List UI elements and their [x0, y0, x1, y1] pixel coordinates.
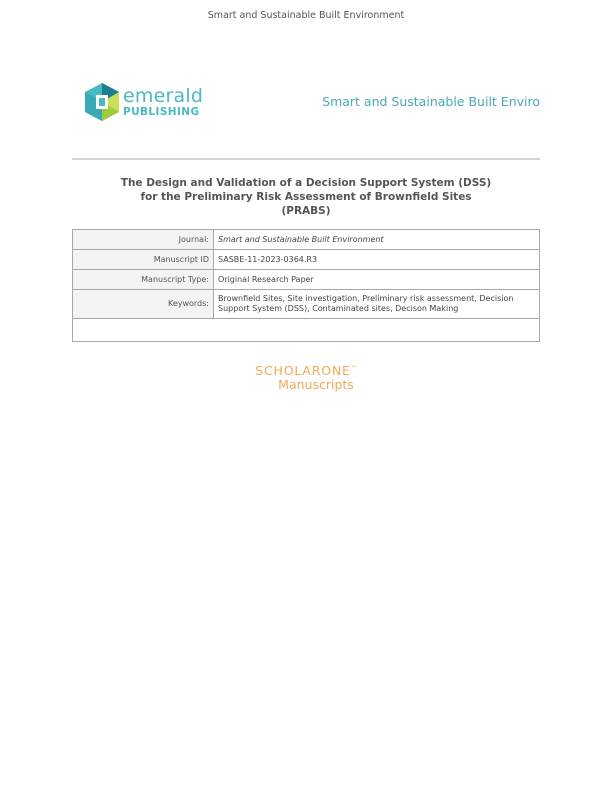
logo-wordmark: emerald — [123, 84, 204, 107]
manuscript-id-value: SASBE-11-2023-0364.R3 — [214, 250, 540, 270]
publisher-logo — [84, 82, 203, 122]
metadata-row-keywords — [73, 290, 540, 319]
paper-title: The Design and Validation of a Decision Support System (DSS) for the Preliminary Risk Assessment of Brownfield Sites (PRABS) — [120, 177, 492, 217]
metadata-row-manuscript-type — [73, 270, 540, 290]
running-header: Smart and Sustainable Built Environment — [207, 10, 405, 21]
trademark-symbol: ™ — [350, 365, 357, 372]
manuscript-metadata-table — [72, 229, 540, 342]
metadata-row-journal — [73, 230, 540, 250]
logo-subtitle: PUBLISHING — [123, 105, 200, 118]
journal-value: Smart and Sustainable Built Environment — [214, 230, 540, 250]
empty-cell — [73, 319, 540, 342]
header-divider — [72, 158, 540, 160]
journal-label: Journal: — [73, 230, 214, 250]
journal-banner: Smart and Sustainable Built Enviro — [322, 94, 540, 109]
scholarone-top-text: SCHOLARONE — [255, 363, 351, 379]
manuscript-type-value: Original Research Paper — [214, 270, 540, 290]
metadata-row-manuscript-id — [73, 250, 540, 270]
scholarone-wordmark — [0, 362, 612, 378]
keywords-label: Keywords: — [73, 290, 214, 319]
scholarone-logo — [0, 362, 612, 392]
keywords-value: Brownfield Sites, Site investigation, Preliminary risk assessment, Decision Support System (DSS), Contaminated sites, Decison Making — [214, 290, 540, 319]
logo-text — [123, 84, 204, 118]
metadata-row-empty — [73, 319, 540, 342]
manuscript-type-label: Manuscript Type: — [73, 270, 214, 290]
manuscript-id-label: Manuscript ID — [73, 250, 214, 270]
scholarone-manuscripts-text: Manuscripts — [278, 377, 354, 393]
emerald-publishing-logo-mark — [84, 82, 120, 122]
